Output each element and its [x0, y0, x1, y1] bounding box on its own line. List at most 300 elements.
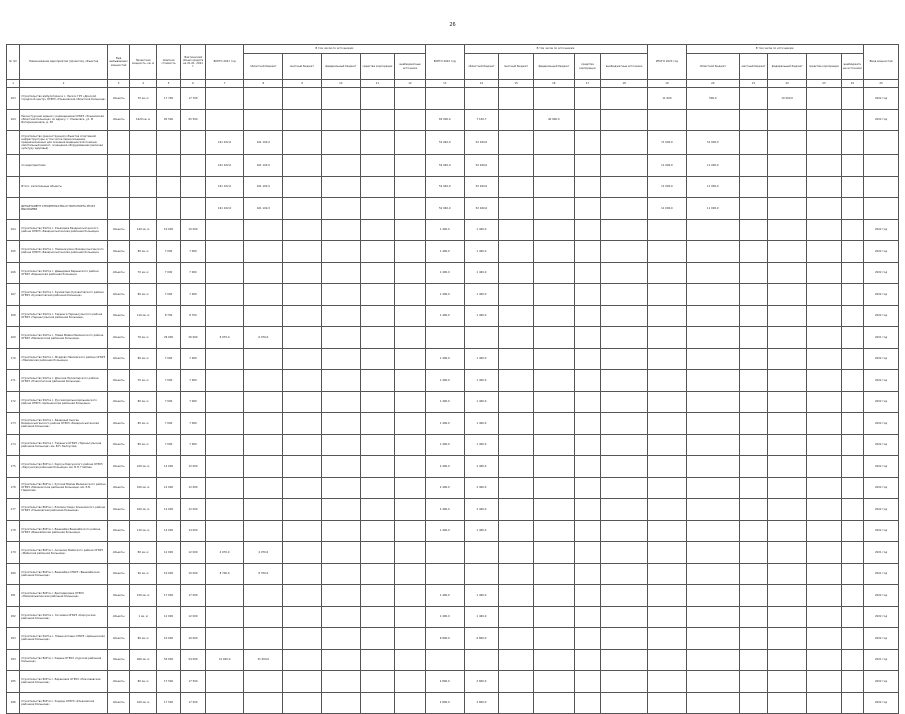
object-name: Строительство ФАП в с. Тереньга ОГБУЗ «Тереньгульская районная больница» им. В.П. Белоусова [20, 434, 108, 456]
capacity-type [107, 176, 129, 198]
table-row [7, 456, 899, 478]
row-number: 166 [7, 262, 20, 284]
total-2023 [648, 391, 687, 413]
commissioning-year: 2021 год [864, 542, 899, 564]
header-source: внебюджетные источники [395, 54, 426, 80]
financing: 10 000 [181, 563, 205, 585]
table-row [7, 219, 899, 241]
corporation-2021 [360, 520, 395, 542]
header-financing: Фактический объем средств на 01.01. 2021 г. [181, 45, 205, 80]
estimate-cost: 10 000 [156, 563, 180, 585]
table-row [7, 109, 899, 131]
extrabudget-2021 [395, 649, 426, 671]
corporation-2023 [807, 262, 842, 284]
object-name: Строительство ВОП в с. Ундоры ОГБУЗ «Ульяновская районная больница» [20, 692, 108, 714]
federal-2023: 10 500,0 [768, 88, 807, 110]
federal-2022 [533, 198, 574, 220]
total-2022: 52 040,0 [425, 131, 464, 155]
commissioning-year: 2022 год [864, 370, 899, 392]
federal-2022 [533, 305, 574, 327]
corporation-2023 [807, 477, 842, 499]
financing: 12 000 [181, 542, 205, 564]
regional-2021: 161 102,0 [244, 131, 283, 155]
total-2023 [648, 434, 687, 456]
object-name: Строительство (реконструкция) объектов спортивной инфраструктуры, в том числе переоснащение, предназначенных для оказания медицинской помощи, капитальный ремонт, оснащение оборудованием (включая культуру здоровья) [20, 131, 108, 155]
financing: 14 000 [181, 520, 205, 542]
extrabudget-2021 [395, 606, 426, 628]
regional-2022: 2 400,0 [464, 499, 499, 521]
estimate-cost: 7 000 [156, 262, 180, 284]
regional-2023 [686, 628, 739, 650]
header-commissioning: Ввод мощностей [864, 45, 899, 80]
federal-2023 [768, 109, 807, 131]
local-2022 [499, 585, 534, 607]
estimate-cost [156, 198, 180, 220]
total-2021 [205, 305, 244, 327]
corporation-2023 [807, 155, 842, 177]
regional-2022: 1 400,0 [464, 520, 499, 542]
table-row [7, 262, 899, 284]
regional-2022 [464, 563, 499, 585]
total-2022: 1 400,0 [425, 585, 464, 607]
financing: 7 000 [181, 391, 205, 413]
total-2022: 2 800,0 [425, 692, 464, 714]
row-number: 175 [7, 456, 20, 478]
corporation-2022 [574, 348, 601, 370]
federal-2022 [533, 520, 574, 542]
corporation-2021 [360, 563, 395, 585]
extrabudget-2023 [841, 88, 863, 110]
extrabudget-2023 [841, 370, 863, 392]
regional-2022: 2 800,0 [464, 692, 499, 714]
federal-2022 [533, 542, 574, 564]
federal-2021 [321, 585, 360, 607]
financing: 10 000 [181, 219, 205, 241]
extrabudget-2021 [395, 262, 426, 284]
commissioning-year [864, 176, 899, 198]
corporation-2022 [574, 262, 601, 284]
regional-2021 [244, 391, 283, 413]
row-number [7, 131, 20, 155]
extrabudget-2021 [395, 585, 426, 607]
column-number: 17 [574, 80, 601, 88]
federal-2021 [321, 606, 360, 628]
total-2021: 4 070,0 [205, 542, 244, 564]
corporation-2021 [360, 692, 395, 714]
estimate-cost: 7 000 [156, 434, 180, 456]
federal-2022 [533, 391, 574, 413]
header-source: средства корпорации [574, 54, 601, 80]
capacity-type: объекты [107, 520, 129, 542]
federal-2022 [533, 563, 574, 585]
commissioning-year: 2022 год [864, 606, 899, 628]
federal-2022 [533, 155, 574, 177]
corporation-2023 [807, 456, 842, 478]
federal-2021 [321, 391, 360, 413]
corporation-2021 [360, 219, 395, 241]
regional-2021 [244, 456, 283, 478]
capacity-type: объекты [107, 219, 129, 241]
commissioning-year: 2022 год [864, 88, 899, 110]
federal-2022 [533, 456, 574, 478]
table-row [7, 692, 899, 714]
local-2022 [499, 520, 534, 542]
row-number: 168 [7, 305, 20, 327]
financing: 12 000 [181, 477, 205, 499]
object-name: Строительство ВОП в с. Кадыш ОГБУЗ «Сурская районная больница» [20, 649, 108, 671]
table-row [7, 131, 899, 155]
corporation-2021 [360, 327, 395, 349]
total-2022 [425, 563, 464, 585]
regional-2023: 500,0 [686, 88, 739, 110]
local-2021 [283, 305, 322, 327]
local-2022 [499, 542, 534, 564]
financing: 12 000 [181, 606, 205, 628]
local-2021 [283, 671, 322, 693]
financing [181, 176, 205, 198]
table-row [7, 176, 899, 198]
object-name: ДЕПАРТАМЕНТ СТРОИТЕЛЬСТВА И ТРАНСПОРТА МЗ ИЗ ВЫСОКИМИ [20, 198, 108, 220]
extrabudget-2023 [841, 391, 863, 413]
corporation-2022 [574, 305, 601, 327]
extrabudget-2023 [841, 176, 863, 198]
extrabudget-2021 [395, 671, 426, 693]
local-2022 [499, 198, 534, 220]
object-name: Реконструкция здания с размещением ОГБУЗ «Ульяновская областная больница» по адресу: г. Ульяновск, ул. III Интернационала, д. 38 [20, 109, 108, 131]
header-group-2021: В том числе по источникам: [244, 45, 425, 54]
financing: 17 500 [181, 692, 205, 714]
column-number: 9 [283, 80, 322, 88]
federal-2022 [533, 219, 574, 241]
row-number: 171 [7, 370, 20, 392]
corporation-2023 [807, 434, 842, 456]
federal-2021 [321, 176, 360, 198]
estimate-cost: 17 500 [156, 692, 180, 714]
column-number: 15 [499, 80, 534, 88]
row-number: 180 [7, 563, 20, 585]
regional-2023 [686, 563, 739, 585]
extrabudget-2022 [601, 456, 648, 478]
total-2023: 11 000 [648, 88, 687, 110]
local-2021 [283, 499, 322, 521]
local-2023 [739, 628, 768, 650]
row-number: 186 [7, 692, 20, 714]
federal-2023 [768, 649, 807, 671]
extrabudget-2022 [601, 348, 648, 370]
regional-2022: 1 400,0 [464, 219, 499, 241]
local-2022 [499, 348, 534, 370]
financing [181, 198, 205, 220]
capacity-type: объекты [107, 413, 129, 435]
extrabudget-2023 [841, 606, 863, 628]
local-2021 [283, 370, 322, 392]
regional-2021 [244, 413, 283, 435]
capacity [130, 155, 157, 177]
extrabudget-2021 [395, 370, 426, 392]
federal-2021 [321, 219, 360, 241]
federal-2021 [321, 499, 360, 521]
capacity: 100 кв. м [130, 692, 157, 714]
total-2023 [648, 628, 687, 650]
total-2022 [425, 649, 464, 671]
extrabudget-2022 [601, 413, 648, 435]
financing: 12 000 [181, 456, 205, 478]
regional-2021: 4 070,0 [244, 542, 283, 564]
federal-2021 [321, 262, 360, 284]
commissioning-year: 2022 год [864, 520, 899, 542]
local-2022 [499, 155, 534, 177]
extrabudget-2021 [395, 219, 426, 241]
federal-2022: 40 900,0 [533, 109, 574, 131]
object-name: Строительство ФАП в с. Новые Алгаши ОГБУЗ «Цильнинская районная больница» [20, 628, 108, 650]
regional-2023 [686, 499, 739, 521]
row-number: 170 [7, 348, 20, 370]
table-row [7, 327, 899, 349]
commissioning-year: 2022 год [864, 348, 899, 370]
capacity-type: объекты [107, 542, 129, 564]
local-2022 [499, 628, 534, 650]
commissioning-year: 2022 год [864, 692, 899, 714]
column-number: 4 [130, 80, 157, 88]
regional-2023 [686, 585, 739, 607]
total-2022: 1 400,0 [425, 520, 464, 542]
regional-2021 [244, 585, 283, 607]
estimate-cost: 10 000 [156, 628, 180, 650]
corporation-2023 [807, 176, 842, 198]
table-row [7, 477, 899, 499]
commissioning-year: 2022 год [864, 499, 899, 521]
total-2022: 2 400,0 [425, 456, 464, 478]
regional-2021 [244, 499, 283, 521]
regional-2021 [244, 370, 283, 392]
local-2023 [739, 109, 768, 131]
corporation-2023 [807, 413, 842, 435]
federal-2022 [533, 370, 574, 392]
total-2021 [205, 499, 244, 521]
estimate-cost: 7 000 [156, 284, 180, 306]
total-2021: 31 000,0 [205, 649, 244, 671]
commissioning-year: 2022 год [864, 109, 899, 131]
local-2023 [739, 649, 768, 671]
estimate-cost: 10 000 [156, 219, 180, 241]
corporation-2021 [360, 262, 395, 284]
column-number: 18 [601, 80, 648, 88]
total-2023 [648, 606, 687, 628]
local-2023 [739, 520, 768, 542]
federal-2023 [768, 131, 807, 155]
estimate-cost: 12 000 [156, 477, 180, 499]
regional-2022: 1 400,0 [464, 305, 499, 327]
corporation-2023 [807, 219, 842, 241]
federal-2023 [768, 305, 807, 327]
extrabudget-2021 [395, 109, 426, 131]
column-number: 12 [395, 80, 426, 88]
total-2022: 52 040,0 [425, 155, 464, 177]
local-2021 [283, 262, 322, 284]
regional-2022: 1 400,0 [464, 284, 499, 306]
capacity-type: объекты [107, 348, 129, 370]
row-number: 174 [7, 434, 20, 456]
regional-2021 [244, 606, 283, 628]
federal-2023 [768, 499, 807, 521]
federal-2023 [768, 370, 807, 392]
local-2021 [283, 155, 322, 177]
total-2022: 1 400,0 [425, 606, 464, 628]
extrabudget-2023 [841, 348, 863, 370]
capacity [130, 131, 157, 155]
financing: 10 000 [181, 628, 205, 650]
federal-2023 [768, 477, 807, 499]
column-number: 10 [321, 80, 360, 88]
header-source: федеральный бюджет [533, 54, 574, 80]
column-number: 3 [107, 80, 129, 88]
regional-2021 [244, 348, 283, 370]
table-row [7, 628, 899, 650]
local-2021 [283, 649, 322, 671]
regional-2023 [686, 370, 739, 392]
corporation-2021 [360, 198, 395, 220]
total-2022: 2 400,0 [425, 477, 464, 499]
regional-2022: 1 400,0 [464, 413, 499, 435]
federal-2021 [321, 305, 360, 327]
column-number: 21 [739, 80, 768, 88]
column-number: 7 [205, 80, 244, 88]
total-2022: 1 400,0 [425, 262, 464, 284]
regional-2021 [244, 241, 283, 263]
capacity: 150 кв. м [130, 585, 157, 607]
local-2023 [739, 477, 768, 499]
total-2023 [648, 219, 687, 241]
federal-2023 [768, 219, 807, 241]
capacity-type: объекты [107, 284, 129, 306]
federal-2021 [321, 88, 360, 110]
local-2022 [499, 241, 534, 263]
federal-2023 [768, 198, 807, 220]
federal-2021 [321, 155, 360, 177]
capacity-type: объекты [107, 585, 129, 607]
total-2022: 52 040,0 [425, 176, 464, 198]
object-name: Строительство ФАП в с. Мордово Павловского района ОГБУЗ «Павловская районная больница» [20, 348, 108, 370]
local-2021 [283, 477, 322, 499]
table-row [7, 241, 899, 263]
column-number: 16 [533, 80, 574, 88]
column-number: 5 [156, 80, 180, 88]
capacity-type: объекты [107, 109, 129, 131]
object-name: Строительство ВОП в с. Карсун Карсунского района ОГБУЗ «Карсунская районная больница» им. В.П. Глебова [20, 456, 108, 478]
local-2023 [739, 671, 768, 693]
corporation-2022 [574, 109, 601, 131]
regional-2023 [686, 109, 739, 131]
total-2021 [205, 434, 244, 456]
regional-2022: 1 400,0 [464, 585, 499, 607]
total-2021 [205, 348, 244, 370]
capacity: 1620 кв. м [130, 109, 157, 131]
extrabudget-2023 [841, 520, 863, 542]
object-name: Строительство ФАП в с. Ульяновка Базарносызганского района ОГБУЗ «Базарносызганская районная больница» [20, 219, 108, 241]
regional-2023 [686, 520, 739, 542]
total-2023: 11 000,0 [648, 198, 687, 220]
federal-2021 [321, 284, 360, 306]
corporation-2021 [360, 671, 395, 693]
extrabudget-2022 [601, 671, 648, 693]
federal-2022 [533, 348, 574, 370]
total-2022 [425, 542, 464, 564]
total-2023 [648, 284, 687, 306]
column-number: 11 [360, 80, 395, 88]
regional-2023 [686, 284, 739, 306]
regional-2022: 2 400,0 [464, 456, 499, 478]
total-2022: 2 400,0 [425, 499, 464, 521]
corporation-2021 [360, 606, 395, 628]
extrabudget-2022 [601, 284, 648, 306]
federal-2021 [321, 327, 360, 349]
extrabudget-2021 [395, 413, 426, 435]
corporation-2021 [360, 241, 395, 263]
federal-2022 [533, 499, 574, 521]
estimate-cost: 17 000 [156, 585, 180, 607]
corporation-2022 [574, 155, 601, 177]
extrabudget-2023 [841, 585, 863, 607]
regional-2022 [464, 542, 499, 564]
object-name: Строительство ФАП в с. Кузоватово Кузоватовского района ОГБУЗ «Кузоватовская районная больница» [20, 284, 108, 306]
federal-2023 [768, 155, 807, 177]
estimate-cost: 12 000 [156, 499, 180, 521]
total-2023 [648, 327, 687, 349]
commissioning-year: 2022 год [864, 628, 899, 650]
total-2022: 52 040,0 [425, 198, 464, 220]
regional-2022: 1 400,0 [464, 391, 499, 413]
regional-2022 [464, 649, 499, 671]
extrabudget-2023 [841, 198, 863, 220]
corporation-2022 [574, 176, 601, 198]
regional-2021: 6 070,0 [244, 327, 283, 349]
total-2023 [648, 649, 687, 671]
estimate-cost: 26 000 [156, 327, 180, 349]
extrabudget-2021 [395, 284, 426, 306]
corporation-2023 [807, 692, 842, 714]
financing: 7 000 [181, 348, 205, 370]
financing: 7 000 [181, 434, 205, 456]
corporation-2023 [807, 606, 842, 628]
extrabudget-2023 [841, 628, 863, 650]
federal-2022 [533, 606, 574, 628]
financing: 7 000 [181, 413, 205, 435]
capacity-type: объекты [107, 88, 129, 110]
capacity: 70 кв. м [130, 88, 157, 110]
table-row [7, 88, 899, 110]
extrabudget-2022 [601, 499, 648, 521]
extrabudget-2022 [601, 563, 648, 585]
commissioning-year: 2022 год [864, 391, 899, 413]
total-2023 [648, 109, 687, 131]
federal-2023 [768, 327, 807, 349]
local-2022 [499, 692, 534, 714]
regional-2022: 1 400,0 [464, 262, 499, 284]
regional-2021 [244, 219, 283, 241]
total-2023 [648, 671, 687, 693]
local-2023 [739, 305, 768, 327]
regional-2021 [244, 628, 283, 650]
regional-2021 [244, 305, 283, 327]
regional-2023 [686, 327, 739, 349]
corporation-2023 [807, 499, 842, 521]
local-2021 [283, 241, 322, 263]
federal-2022 [533, 585, 574, 607]
corporation-2023 [807, 671, 842, 693]
federal-2022 [533, 241, 574, 263]
local-2021 [283, 176, 322, 198]
corporation-2021 [360, 109, 395, 131]
